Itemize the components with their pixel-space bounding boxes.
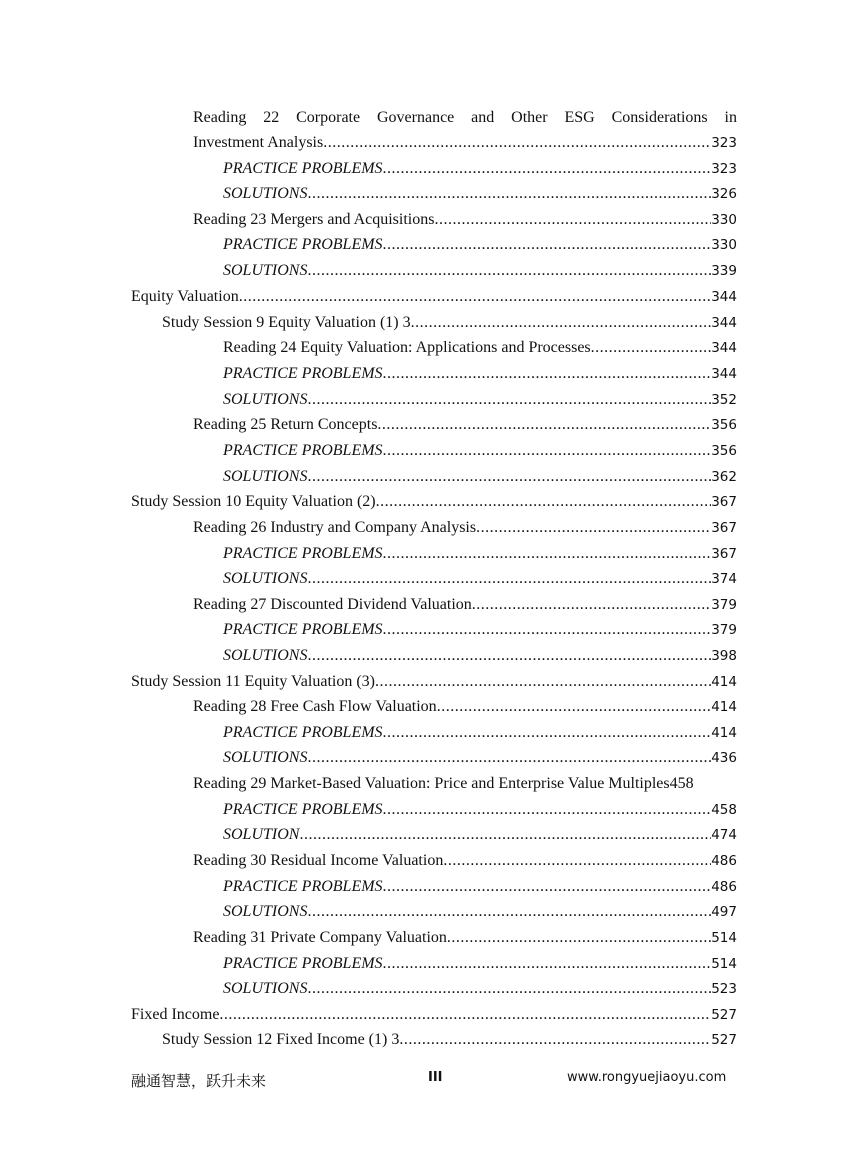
toc-page: 474 <box>711 827 737 843</box>
toc-page: 527 <box>711 1007 737 1023</box>
toc-page: 344 <box>711 289 737 305</box>
footer-slogan: 融通智慧，跃升未来 <box>131 1072 267 1090</box>
toc-leader <box>383 365 712 383</box>
toc-leader <box>383 621 712 639</box>
toc-page: 326 <box>711 186 737 202</box>
toc-title: Reading 28 Free Cash Flow Valuation <box>193 698 437 715</box>
toc-leader <box>383 801 712 819</box>
toc-entry-practice-problems[interactable] <box>223 795 737 819</box>
toc-leader <box>307 749 711 767</box>
toc-leader <box>437 698 712 716</box>
toc-page: 356 <box>711 417 737 433</box>
toc-entry-solutions[interactable] <box>223 897 737 921</box>
toc-entry-reading-27[interactable] <box>193 590 737 614</box>
toc-entry-study-session-9[interactable] <box>162 308 737 332</box>
toc-title: PRACTICE PROBLEMS <box>223 801 383 818</box>
toc-title: SOLUTIONS <box>223 185 308 202</box>
toc-title: Reading 29 Market-Based Valuation: Price and Enterprise Value Multiples <box>193 775 670 792</box>
toc-page: 514 <box>711 956 737 972</box>
toc-leader <box>376 493 712 511</box>
toc-leader <box>299 826 711 844</box>
toc-leader <box>307 903 711 921</box>
toc-title: Reading 23 Mergers and Acquisitions <box>193 211 435 228</box>
toc-title: PRACTICE PROBLEMS <box>223 442 383 459</box>
toc-title: PRACTICE PROBLEMS <box>223 236 383 253</box>
toc-word: Corporate <box>296 109 361 126</box>
toc-entry-reading-22-line2[interactable] <box>193 128 737 152</box>
toc-title: SOLUTIONS <box>223 903 308 920</box>
toc-entry-equity-valuation[interactable] <box>131 282 737 306</box>
toc-page: 436 <box>711 750 737 766</box>
toc-page: 344 <box>711 315 737 331</box>
toc-leader <box>476 519 711 537</box>
toc-title: Study Session 12 Fixed Income (1) 3 <box>162 1031 400 1048</box>
toc-entry-reading-28[interactable] <box>193 692 737 716</box>
toc-title: Investment Analysis <box>193 134 324 151</box>
toc-entry-practice-problems[interactable] <box>223 436 737 460</box>
toc-page: 367 <box>711 520 737 536</box>
toc-title: PRACTICE PROBLEMS <box>223 545 383 562</box>
toc-leader <box>383 545 712 563</box>
page-number: III <box>428 1070 443 1085</box>
toc-leader <box>383 724 712 742</box>
toc-leader <box>472 596 711 614</box>
toc-title: PRACTICE PROBLEMS <box>223 365 383 382</box>
toc-leader <box>307 185 711 203</box>
toc-leader <box>323 134 711 152</box>
toc-leader <box>307 647 711 665</box>
toc-entry-practice-problems[interactable] <box>223 718 737 742</box>
toc-word: 22 <box>263 109 280 126</box>
toc-entry-study-session-12[interactable] <box>162 1025 737 1049</box>
toc-page: 497 <box>711 904 737 920</box>
toc-entry-practice-problems[interactable] <box>223 359 737 383</box>
toc-leader <box>383 955 712 973</box>
toc-title: SOLUTIONS <box>223 647 308 664</box>
toc-leader <box>383 236 712 254</box>
toc-word: Other <box>511 109 548 126</box>
toc-entry-practice-problems[interactable] <box>223 949 737 973</box>
toc-page: 330 <box>711 237 737 253</box>
toc-word: in <box>724 109 737 126</box>
toc-entry-solutions[interactable] <box>223 641 737 665</box>
toc-entry-reading-22-line1[interactable] <box>193 103 737 127</box>
toc-title: PRACTICE PROBLEMS <box>223 878 383 895</box>
toc-entry-reading-26[interactable] <box>193 513 737 537</box>
toc-page: 414 <box>711 699 737 715</box>
toc-leader <box>375 673 711 691</box>
toc-entry-reading-31[interactable] <box>193 923 737 947</box>
toc-entry-study-session-11[interactable] <box>131 667 737 691</box>
toc-page: 458 <box>669 775 694 792</box>
toc-page: 344 <box>711 340 737 356</box>
toc-entry-reading-29[interactable] <box>193 769 741 793</box>
toc-page: 362 <box>711 469 737 485</box>
toc-leader <box>434 211 711 229</box>
toc-entry-solution[interactable] <box>223 820 737 844</box>
toc-page: 379 <box>711 622 737 638</box>
toc-entry-fixed-income[interactable] <box>131 1000 737 1024</box>
toc-page: 339 <box>711 263 737 279</box>
toc-title: SOLUTIONS <box>223 980 308 997</box>
toc-entry-solutions[interactable] <box>223 974 737 998</box>
toc-page: 330 <box>711 212 737 228</box>
toc-page: 367 <box>711 494 737 510</box>
toc-title: Study Session 9 Equity Valuation (1) 3 <box>162 314 411 331</box>
toc-title: SOLUTIONS <box>223 468 308 485</box>
toc-title: Study Session 11 Equity Valuation (3) <box>131 673 375 690</box>
toc-title: SOLUTION <box>223 826 300 843</box>
toc-entry-practice-problems[interactable] <box>223 154 737 178</box>
toc-page: 323 <box>711 161 737 177</box>
toc-leader <box>219 1006 711 1024</box>
toc-page: 527 <box>711 1032 737 1048</box>
toc-leader <box>443 852 711 870</box>
toc-title: Reading 26 Industry and Company Analysis <box>193 519 477 536</box>
toc-entry-practice-problems[interactable] <box>223 872 737 896</box>
toc-title: Reading 30 Residual Income Valuation <box>193 852 444 869</box>
toc-entry-practice-problems[interactable] <box>223 615 737 639</box>
toc-leader <box>383 160 712 178</box>
toc-page: 323 <box>711 135 737 151</box>
toc-leader <box>411 314 712 332</box>
toc-leader <box>377 416 711 434</box>
toc-entry-solutions[interactable] <box>223 564 737 588</box>
toc-page: 398 <box>711 648 737 664</box>
footer-website-link[interactable]: www.rongyuejiaoyu.com <box>567 1070 727 1085</box>
toc-page: 486 <box>711 853 737 869</box>
toc-title: Fixed Income <box>131 1006 220 1023</box>
toc-leader <box>307 262 711 280</box>
toc-page: 352 <box>711 392 737 408</box>
toc-page: 367 <box>711 546 737 562</box>
toc-title: PRACTICE PROBLEMS <box>223 955 383 972</box>
toc-leader <box>447 929 711 947</box>
page-footer <box>0 1070 868 1092</box>
toc-entry-reading-23[interactable] <box>193 205 737 229</box>
toc-title: SOLUTIONS <box>223 262 308 279</box>
toc-title: SOLUTIONS <box>223 570 308 587</box>
toc-leader <box>591 339 712 357</box>
toc-entry-practice-problems[interactable] <box>223 539 737 563</box>
toc-leader <box>239 288 712 306</box>
toc-word: Considerations <box>611 109 708 126</box>
toc-entry-solutions[interactable] <box>223 743 737 767</box>
toc-entry-solutions[interactable] <box>223 462 737 486</box>
toc-title: Reading 24 Equity Valuation: Applications and Processes <box>223 339 591 356</box>
toc-word: Governance <box>376 109 455 126</box>
toc-title: SOLUTIONS <box>223 749 308 766</box>
toc-title: SOLUTIONS <box>223 391 308 408</box>
toc-entry-solutions[interactable] <box>223 179 737 203</box>
toc-title: PRACTICE PROBLEMS <box>223 621 383 638</box>
toc-page: 414 <box>711 725 737 741</box>
toc-word: Reading <box>193 109 247 126</box>
toc-page: 414 <box>711 674 737 690</box>
toc-title: Reading 31 Private Company Valuation <box>193 929 447 946</box>
toc-entry-practice-problems[interactable] <box>223 230 737 254</box>
toc-page: 374 <box>711 571 737 587</box>
toc-word: ESG <box>564 109 595 126</box>
toc-page: 514 <box>711 930 737 946</box>
toc-entry-reading-25[interactable] <box>193 410 737 434</box>
toc-leader <box>383 878 712 896</box>
toc-page: 523 <box>711 981 737 997</box>
toc-title: Reading 27 Discounted Dividend Valuation <box>193 596 472 613</box>
toc-title: PRACTICE PROBLEMS <box>223 160 383 177</box>
toc-page: 379 <box>711 597 737 613</box>
toc-leader <box>307 570 711 588</box>
toc-word: and <box>471 109 495 126</box>
toc-title: Study Session 10 Equity Valuation (2) <box>131 493 376 510</box>
toc-title: Equity Valuation <box>131 288 239 305</box>
toc-page: 458 <box>711 802 737 818</box>
toc-page: 486 <box>711 879 737 895</box>
toc-entry-reading-24[interactable] <box>223 333 737 357</box>
toc-entry-reading-30[interactable] <box>193 846 737 870</box>
toc-entry-solutions[interactable] <box>223 256 737 280</box>
toc-leader <box>307 391 711 409</box>
toc-page: 344 <box>711 366 737 382</box>
toc-leader <box>383 442 712 460</box>
toc-leader <box>307 468 711 486</box>
toc-title: PRACTICE PROBLEMS <box>223 724 383 741</box>
toc-entry-solutions[interactable] <box>223 385 737 409</box>
toc-entry-study-session-10[interactable] <box>131 487 737 511</box>
toc-title: Reading 25 Return Concepts <box>193 416 378 433</box>
toc-page: 356 <box>711 443 737 459</box>
toc-leader <box>399 1031 711 1049</box>
toc-leader <box>307 980 711 998</box>
